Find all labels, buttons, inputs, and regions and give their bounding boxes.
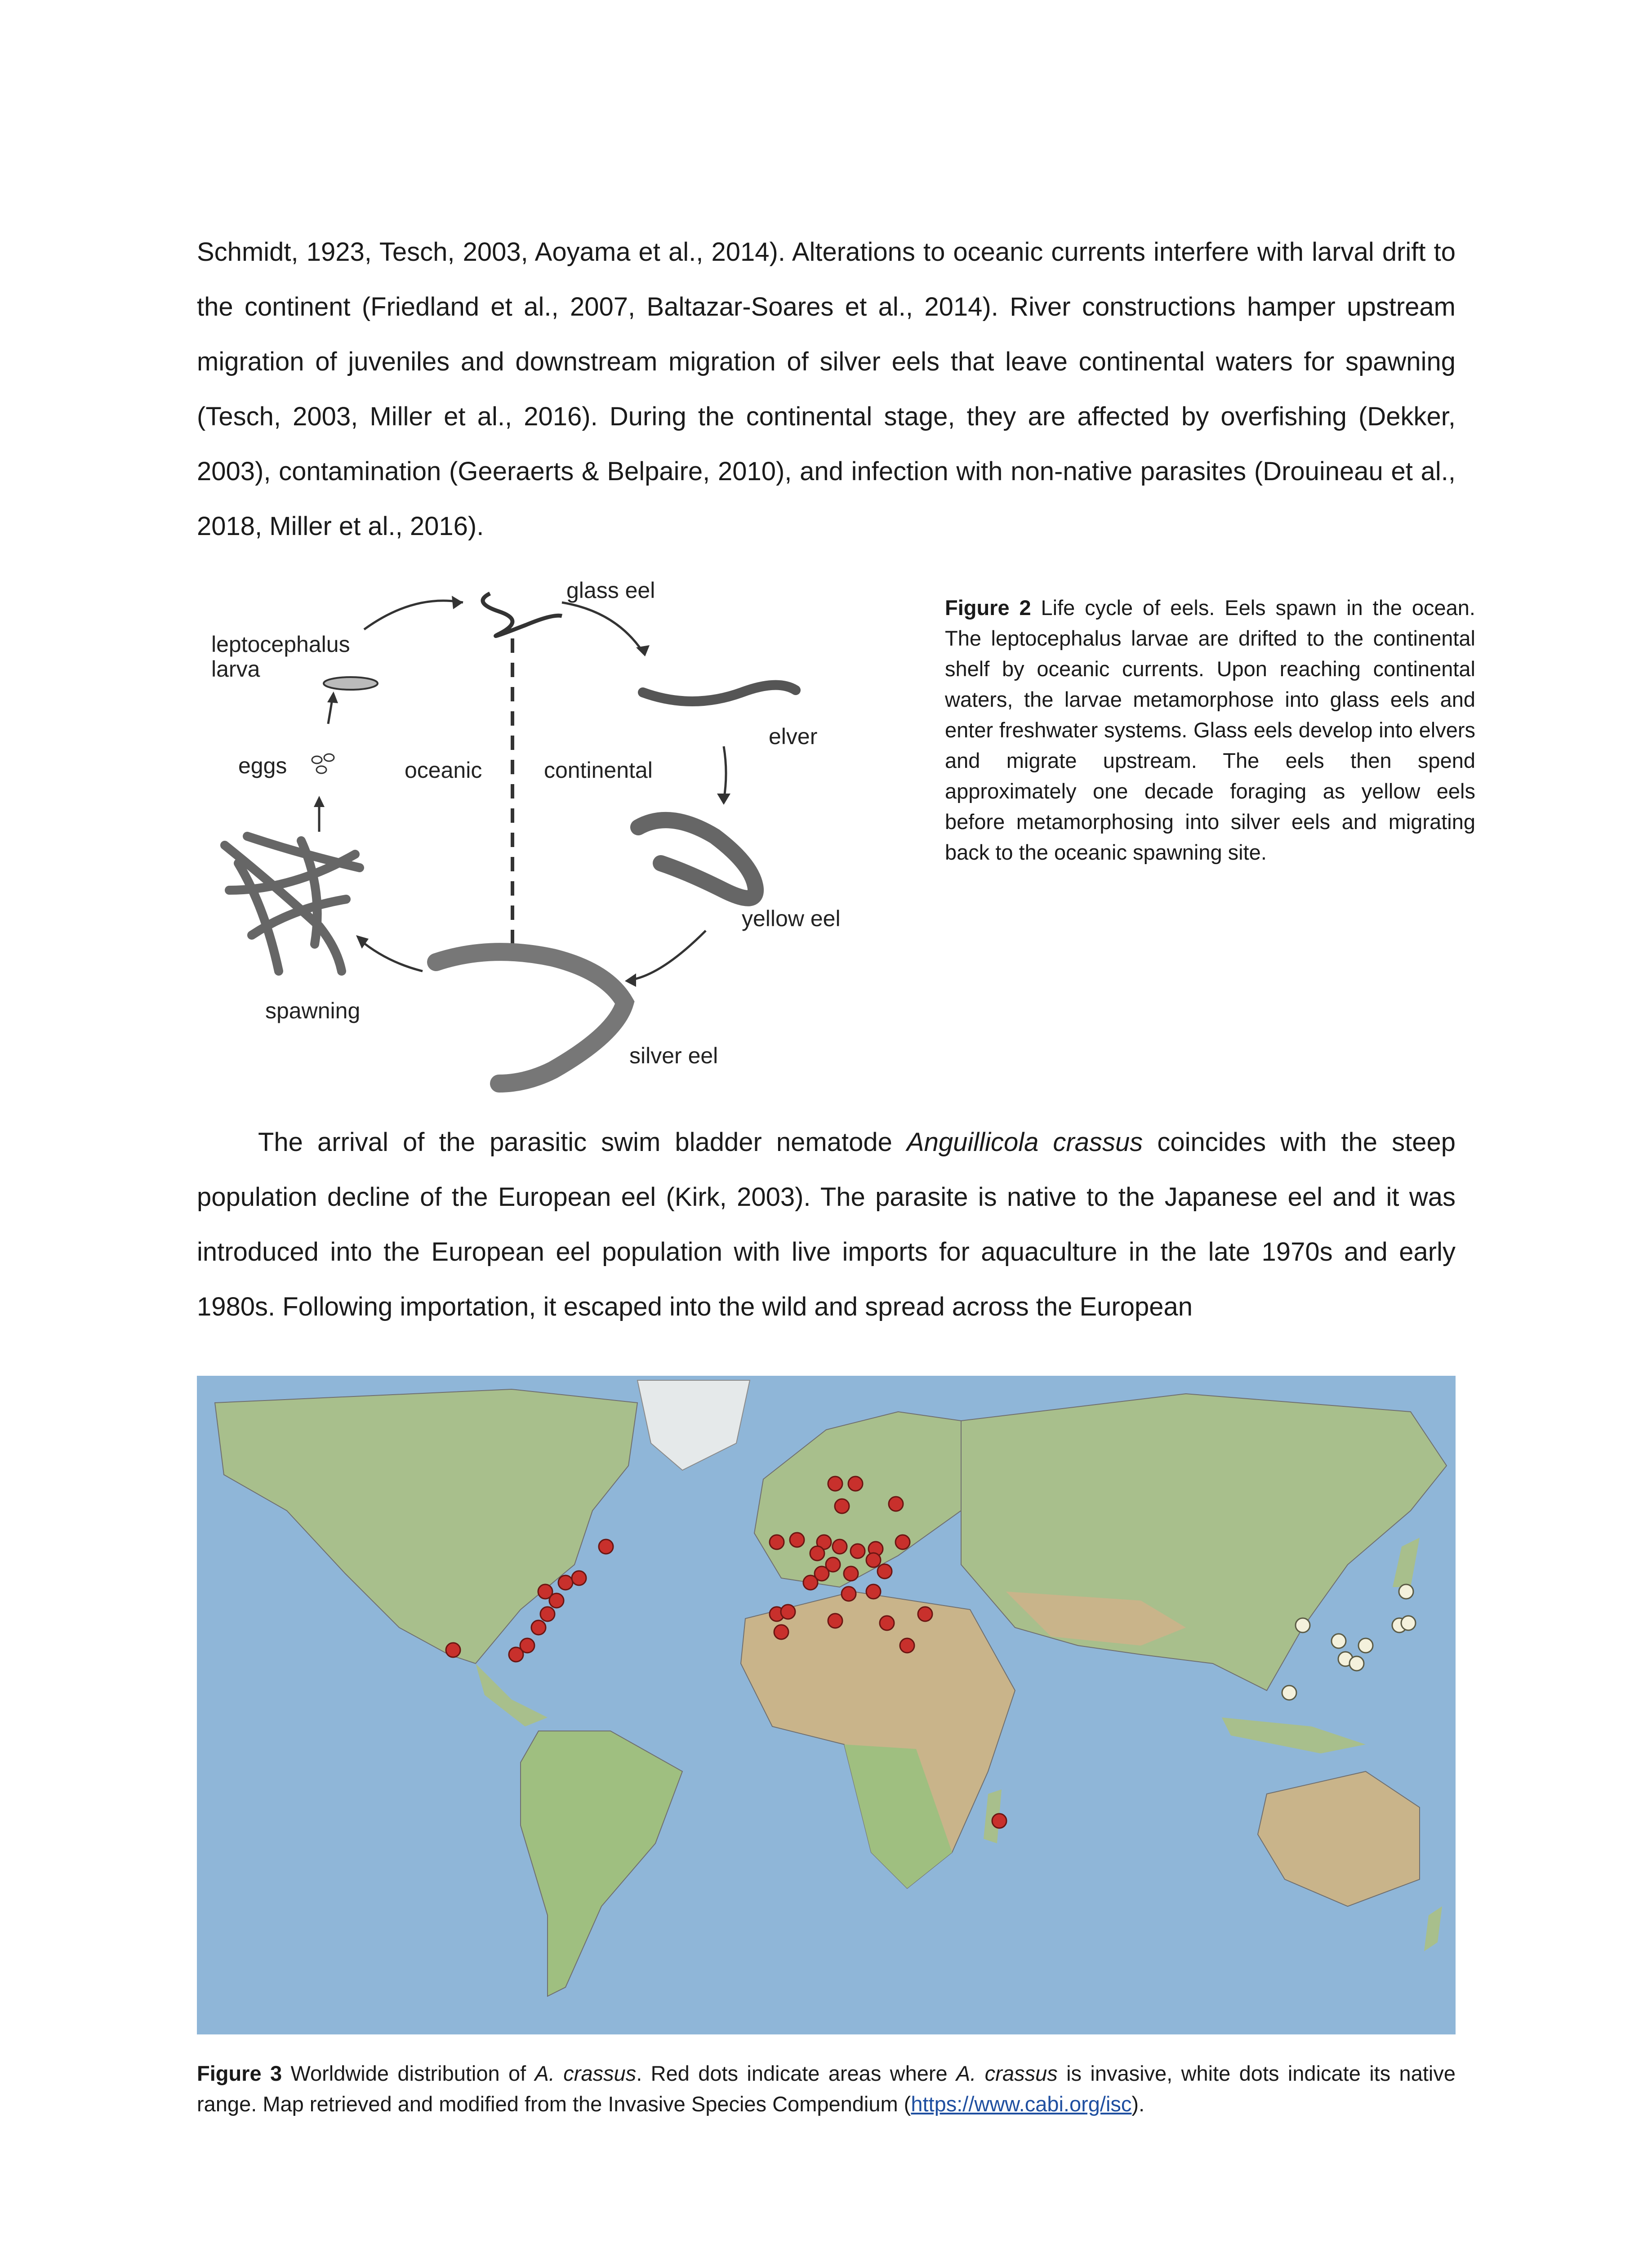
eel-life-cycle-diagram [211,575,868,1093]
arrowhead [452,596,463,609]
invasive-dot [866,1584,881,1599]
label-continental: continental [544,758,653,783]
label-spawning: spawning [265,998,361,1023]
invasive-dot [848,1476,863,1491]
figure3-caption-part: . Red dots indicate areas where [636,2061,957,2085]
arrowhead [314,796,325,807]
invasive-dot [790,1533,804,1547]
label-leptocephalus: leptocephalus [211,632,350,657]
native-dot [1282,1686,1296,1700]
invasive-dot [828,1614,842,1628]
world-distribution-map [197,1376,1456,2034]
second-paragraph-text [197,1115,1456,1334]
label-oceanic: oceanic [405,758,482,783]
native-dot [1349,1656,1364,1671]
cabi-isc-link[interactable]: https://www.cabi.org/isc [911,2092,1132,2116]
top-paragraph [197,225,1456,554]
invasive-dot [774,1625,788,1639]
invasive-dot [866,1553,881,1567]
native-dot [1399,1584,1413,1599]
para2-after: coincides with the steep population decline of the European eel (Kirk, 2003). The parasite is native to the Japanese eel and it was introduced into the European eel population with live imports for aquaculture in the late 1970s and early 1980s. Following importation, it escaped into the wild and spread across the European [197,1128,1456,1321]
invasive-dot [850,1544,865,1558]
invasive-dot [992,1814,1006,1828]
arrow-silver-eel-to-spawning [360,940,423,971]
figure2-caption-label: Figure 2 [945,596,1031,620]
arrowhead [625,973,636,987]
invasive-dot [803,1575,818,1590]
invasive-dot [599,1539,613,1554]
figure3-caption-part: is invasive, white dots indicate its native range. Map retrieved and modified from the Invasive Species Compendium ( [197,2061,1456,2116]
invasive-dot [880,1616,894,1630]
native-dot [1401,1616,1416,1630]
yellow-eel-illustration [638,820,756,898]
leptocephalus-larva-illustration [324,677,378,690]
arrow-glass-eel-to-elver [562,602,643,652]
label-silver-eel: silver eel [629,1043,718,1068]
label-larva: larva [211,656,260,682]
figure3-caption-label: Figure 3 [197,2061,282,2085]
invasive-dot [828,1476,842,1491]
spawning-eels-illustration [225,836,360,971]
label-glass-eel: glass eel [566,578,655,603]
invasive-dot [918,1607,932,1621]
figure3-caption-species: A. crassus [534,2061,637,2085]
para2-before: The arrival of the parasitic swim bladder nematode [258,1128,907,1157]
invasive-dot [895,1535,910,1549]
invasive-dot [572,1571,586,1585]
invasive-dot [889,1497,903,1511]
second-paragraph [197,1115,1456,1334]
silver-eel-illustration [436,952,625,1084]
invasive-dot [540,1607,555,1621]
eggs-illustration [312,754,334,773]
arrowhead [327,691,338,703]
invasive-dot [446,1643,460,1657]
invasive-dot [900,1638,914,1653]
native-dot [1296,1618,1310,1632]
native-dot [1331,1634,1346,1648]
invasive-dot [781,1605,795,1619]
figure3-caption [197,2058,1456,2119]
invasive-dot [877,1564,892,1579]
invasive-dot [810,1546,824,1561]
label-yellow-eel: yellow eel [742,906,841,931]
invasive-dot [558,1575,573,1590]
arrowhead [356,935,369,949]
glass-eel-illustration [483,593,562,636]
invasive-dot [531,1620,546,1635]
invasive-dot [509,1647,523,1662]
arrow-yellow-to-silver-eel [629,931,706,980]
invasive-dot [770,1535,784,1549]
arrow-elver-to-yellow-eel [724,746,726,800]
para2-species: Anguillicola crassus [906,1128,1143,1157]
figure3-caption-part: Worldwide distribution of [282,2061,535,2085]
arrowhead [717,794,730,805]
invasive-dot [538,1584,552,1599]
label-eggs: eggs [238,753,287,778]
label-elver: elver [769,724,818,749]
figure2-caption [945,593,1475,868]
figure3-caption-species: A. crassus [956,2061,1058,2085]
invasive-dot [835,1499,849,1513]
figure3-caption-part: ). [1131,2092,1145,2116]
top-paragraph-text: Schmidt, 1923, Tesch, 2003, Aoyama et al., 2014). Alterations to oceanic currents interfere with larval drift to the continent (Friedland et al., 2007, Baltazar-Soares et al., 2014). River constructions hamper upstream migration of juveniles and downstream migration of silver eels that leave continental waters for spawning (Tesch, 2003, Miller et al., 2016). During the continental stage, they are affected by overfishing (Dekker, 2003), contamination (Geeraerts & Belpaire, 2010), and infection with non-native parasites (Drouineau et al., 2018, Miller et al., 2016). [197,237,1456,541]
arrow-larva-to-glass-eel [364,601,463,629]
invasive-dot [842,1587,856,1601]
invasive-dot [833,1539,847,1554]
elver-illustration [643,685,796,701]
figure2-caption-text: Life cycle of eels. Eels spawn in the ocean. The leptocephalus larvae are drifted to the continental shelf by oceanic currents. Upon reaching continental waters, the larvae metamorphose into glass eels and enter freshwater systems. Glass eels develop into elvers and migrate upstream. The eels then spend approximately one decade foraging as yellow eels before metamorphosing into silver eels and migrating back to the oceanic spawning site. [945,596,1475,864]
invasive-dot [844,1566,858,1581]
native-dot [1358,1638,1373,1653]
